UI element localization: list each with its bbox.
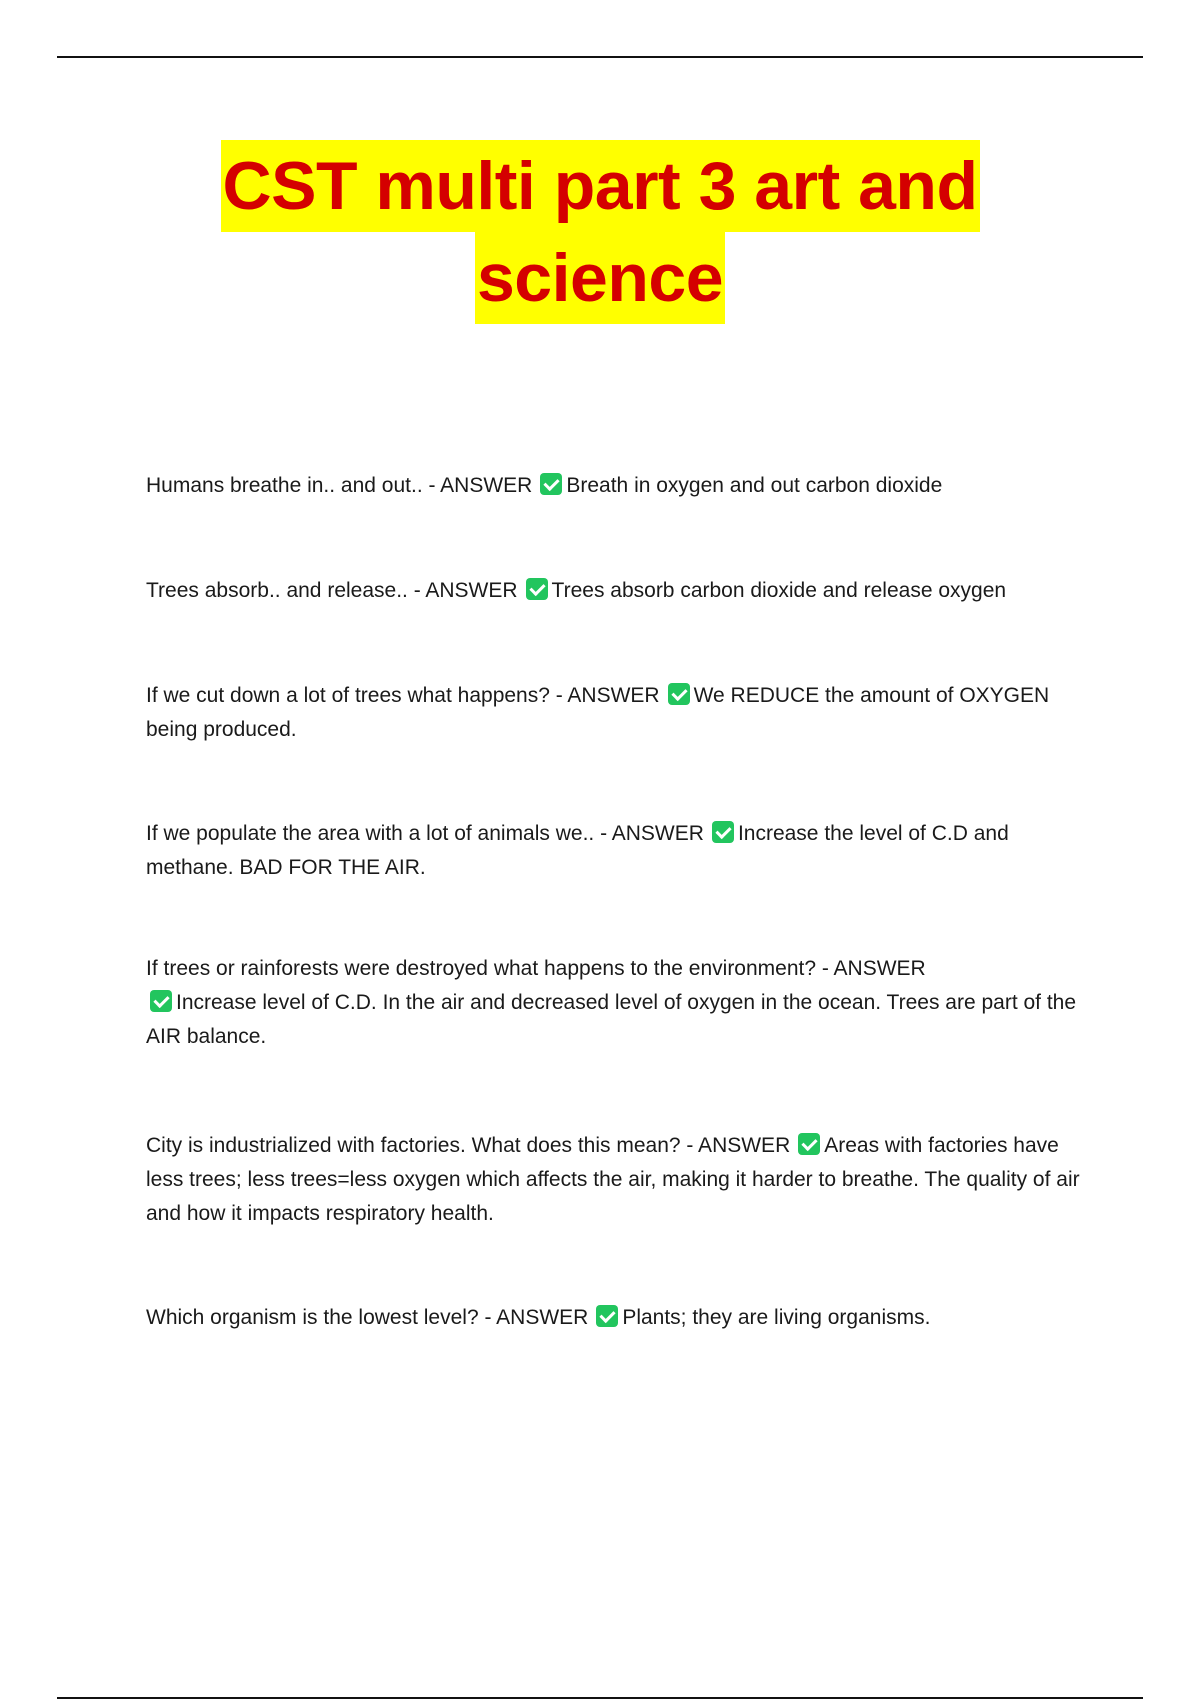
check-mark-icon: [540, 473, 562, 495]
qa-item-7: [146, 1301, 1086, 1335]
check-mark-icon: [668, 683, 690, 705]
question-text: City is industrialized with factories. What does this mean? - ANSWER: [146, 1134, 791, 1157]
title-line-2: science: [475, 232, 725, 324]
check-mark-icon: [798, 1133, 820, 1155]
answer-text: Areas with factories have less trees; less trees=less oxygen which affects the air, making it harder to breathe. The quality of air and how it impacts respiratory health.: [146, 1134, 1080, 1225]
check-mark-icon: [526, 578, 548, 600]
qa-item-3: [146, 679, 1086, 747]
check-mark-icon: [596, 1305, 618, 1327]
question-text: If trees or rainforests were destroyed what happens to the environment? - ANSWER: [146, 957, 926, 980]
answer-text: Increase the level of C.D and methane. BAD FOR THE AIR.: [146, 822, 1009, 879]
qa-item-5: [146, 952, 1086, 1054]
question-text: Trees absorb.. and release.. - ANSWER: [146, 579, 518, 602]
bottom-rule: [57, 1697, 1143, 1699]
answer-text: Breath in oxygen and out carbon dioxide: [566, 474, 943, 497]
check-mark-icon: [712, 821, 734, 843]
answer-text: Trees absorb carbon dioxide and release oxygen: [551, 579, 1007, 602]
top-rule: [57, 56, 1143, 58]
question-text: Which organism is the lowest level? - ANSWER: [146, 1306, 589, 1329]
document-title: [0, 140, 1200, 324]
question-text: If we populate the area with a lot of animals we.. - ANSWER: [146, 822, 704, 845]
qa-item-4: [146, 817, 1086, 885]
answer-text: We REDUCE the amount of OXYGEN being produced.: [146, 684, 1050, 741]
qa-item-2: [146, 574, 1086, 608]
answer-text: Plants; they are living organisms.: [622, 1306, 931, 1329]
qa-item-1: [146, 469, 1086, 503]
title-line-1: CST multi part 3 art and: [221, 140, 980, 232]
answer-text: Increase level of C.D. In the air and decreased level of oxygen in the ocean. Trees are part of the AIR balance.: [146, 991, 1077, 1048]
qa-item-6: [146, 1129, 1086, 1231]
check-mark-icon: [150, 990, 172, 1012]
question-text: If we cut down a lot of trees what happens? - ANSWER: [146, 684, 660, 707]
question-text: Humans breathe in.. and out.. - ANSWER: [146, 474, 533, 497]
